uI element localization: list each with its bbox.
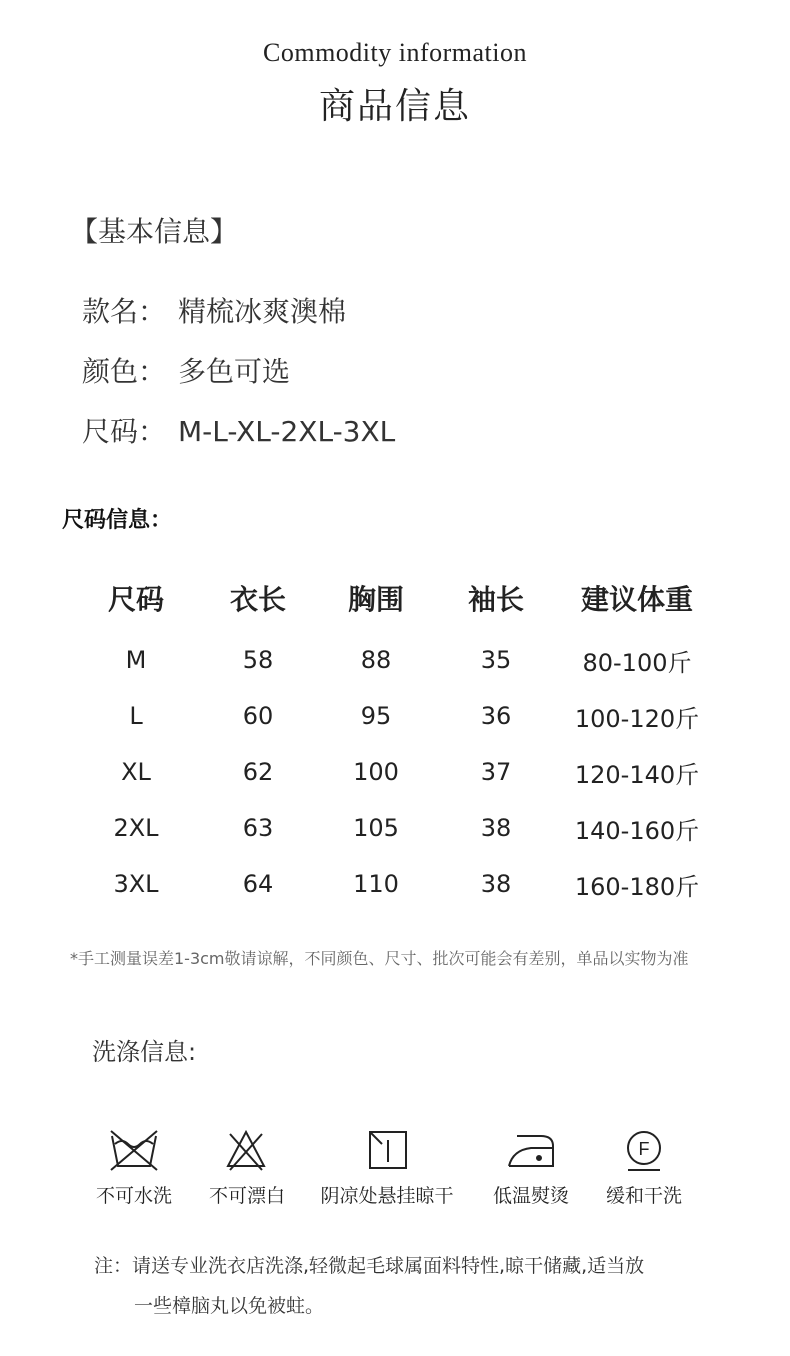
- table-cell: 2XL: [113, 814, 159, 842]
- table-cell: L: [129, 702, 143, 730]
- basic-info-heading: 【基本信息】: [70, 215, 239, 248]
- table-cell: 38: [480, 814, 512, 842]
- measurement-note: *手工测量误差1-3cm敬请谅解，不同颜色、尺寸、批次可能会有差别，单品以实物为准: [70, 949, 689, 968]
- title-english: Commodity information: [263, 38, 527, 67]
- table-cell: 88: [360, 646, 392, 674]
- column-header: 尺码: [107, 583, 164, 616]
- basic-row-color: [82, 350, 290, 390]
- care-label-line-dry: 阴凉处悬挂晾干: [320, 1185, 454, 1207]
- table-cell: 36: [480, 702, 512, 730]
- table-cell: 35: [480, 646, 512, 674]
- table-cell: XL: [121, 758, 151, 786]
- table-cell: 100: [353, 758, 399, 786]
- column-header: 衣长: [229, 583, 286, 616]
- line-dry-shade-icon: [328, 1128, 448, 1176]
- basic-row-style: [82, 290, 346, 330]
- table-cell: 62: [242, 758, 274, 786]
- basic-row-key: 尺码：: [82, 415, 167, 448]
- basic-row-size: [82, 410, 395, 450]
- table-row: [60, 744, 730, 800]
- wash-info-heading: 洗涤信息:: [92, 1038, 197, 1066]
- care-label-iron: 低温熨烫: [492, 1185, 569, 1207]
- table-cell: 160-180斤: [574, 872, 700, 901]
- table-row: [60, 800, 730, 856]
- table-cell: 58: [242, 646, 274, 674]
- basic-row-value: M-L-XL-2XL-3XL: [178, 415, 396, 448]
- table-cell: 3XL: [113, 870, 159, 898]
- table-cell: 37: [480, 758, 512, 786]
- table-cell: 60: [242, 702, 274, 730]
- iron-low-icon: [471, 1128, 591, 1176]
- size-table: [60, 572, 730, 912]
- table-cell: 105: [353, 814, 399, 842]
- column-header: 建议体重: [580, 583, 693, 616]
- size-info-heading: 尺码信息：: [62, 508, 173, 533]
- table-cell: 64: [242, 870, 274, 898]
- column-header: 胸围: [347, 583, 404, 616]
- dry-clean-f-icon: [584, 1128, 704, 1176]
- table-cell: 95: [360, 702, 392, 730]
- care-label-no-bleach: 不可漂白: [208, 1185, 285, 1207]
- table-cell: 120-140斤: [574, 760, 700, 789]
- table-row: [60, 856, 730, 912]
- table-cell: M: [125, 646, 147, 674]
- care-footnote-line2: 一些樟脑丸以免被蛀。: [134, 1295, 325, 1317]
- column-header: 袖长: [467, 583, 524, 616]
- basic-row-key: 款名：: [82, 295, 167, 328]
- table-cell: 63: [242, 814, 274, 842]
- table-cell: 80-100斤: [582, 648, 692, 677]
- basic-row-key: 颜色：: [82, 355, 167, 388]
- care-footnote-line1: 注：请送专业洗衣店洗涤,轻微起毛球属面料特性,晾干储藏,适当放: [94, 1255, 645, 1277]
- svg-text:F: F: [638, 1139, 650, 1159]
- table-row: [60, 632, 730, 688]
- basic-row-value: 多色可选: [178, 355, 291, 388]
- care-label-dry-clean: 缓和干洗: [605, 1185, 682, 1207]
- table-cell: 140-160斤: [574, 816, 700, 845]
- table-cell: 38: [480, 870, 512, 898]
- title-chinese: 商品信息: [318, 86, 471, 127]
- no-wash-icon: [74, 1128, 194, 1176]
- table-row: [60, 688, 730, 744]
- size-table-header: [60, 572, 730, 624]
- care-label-no-wash: 不可水洗: [95, 1185, 172, 1207]
- no-bleach-icon: [186, 1128, 306, 1176]
- table-cell: 100-120斤: [574, 704, 700, 733]
- basic-row-value: 精梳冰爽澳棉: [178, 295, 347, 328]
- table-cell: 110: [353, 870, 399, 898]
